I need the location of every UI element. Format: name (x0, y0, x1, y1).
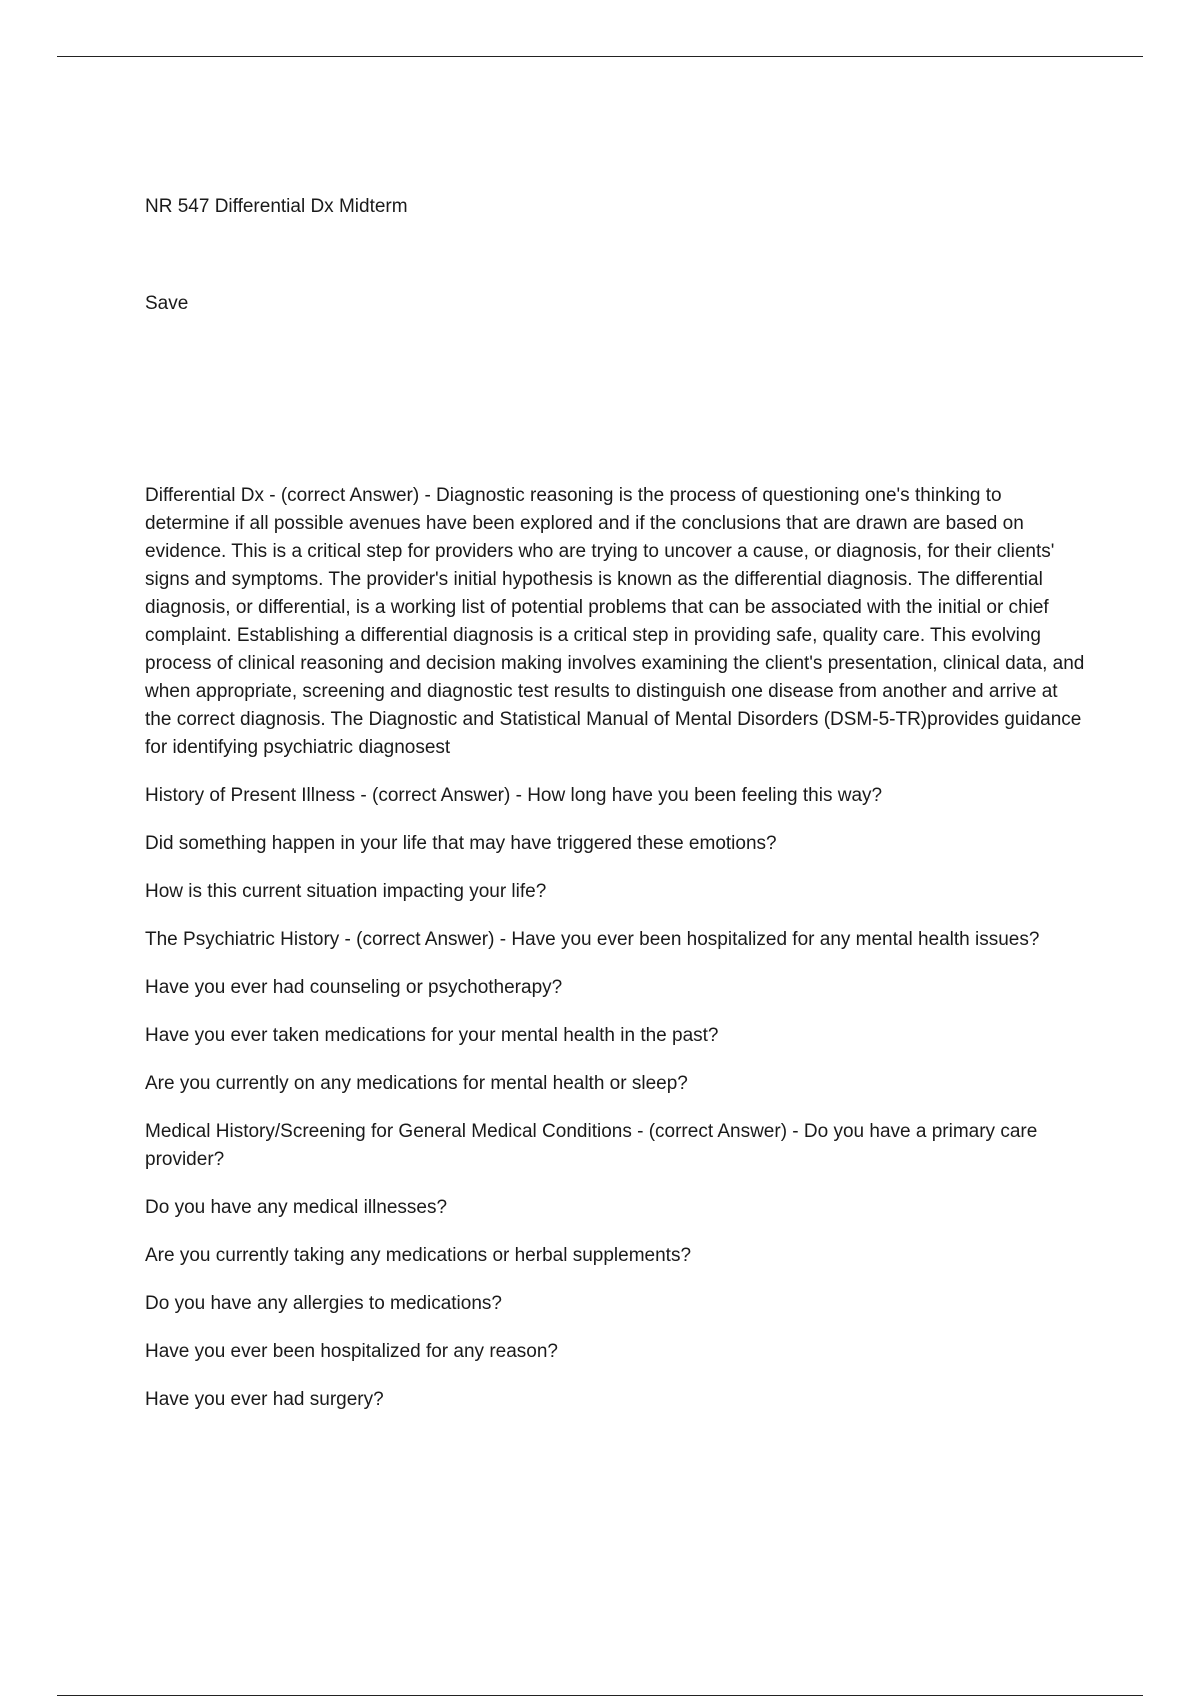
paragraph-item: Are you currently taking any medications or herbal supplements? (145, 1245, 692, 1266)
paragraph-item: Have you ever been hospitalized for any reason? (145, 1341, 558, 1362)
qa-list (145, 482, 1085, 1434)
paragraph-item: Have you ever had counseling or psychotherapy? (145, 977, 563, 998)
footer-divider (57, 1695, 1143, 1696)
save-text: Save (145, 293, 189, 314)
paragraph-hpi: History of Present Illness - (correct Answer) - How long have you been feeling this way? (145, 785, 883, 806)
header-divider (57, 56, 1143, 57)
paragraph-item: Did something happen in your life that may have triggered these emotions? (145, 833, 777, 854)
paragraph-item: Do you have any allergies to medications? (145, 1293, 502, 1314)
paragraph-differential-dx: Differential Dx - (correct Answer) - Diagnostic reasoning is the process of questioning one's thinking to determine if all possible avenues have been explored and if the conclusions that are drawn are based on evidence. This is a critical step for providers who are trying to uncover a cause, or diagnosis, for their clients' signs and symptoms. The provider's initial hypothesis is known as the differential diagnosis. The differential diagnosis, or differential, is a working list of potential problems that can be associated with the initial or chief complaint. Establishing a differential diagnosis is a critical step in providing safe, quality care. This evolving process of clinical reasoning and decision making involves examining the client's presentation, clinical data, and when appropriate, screening and diagnostic test results to distinguish one disease from another and arrive at the correct diagnosis. The Diagnostic and Statistical Manual of Mental Disorders (DSM-5-TR)provides guidance for identifying psychiatric diagnosest (145, 485, 1085, 758)
paragraph-item: How is this current situation impacting your life? (145, 881, 547, 902)
paragraph-item: Have you ever had surgery? (145, 1389, 384, 1410)
paragraph-psychiatric-history: The Psychiatric History - (correct Answer) - Have you ever been hospitalized for any mental health issues? (145, 929, 1040, 950)
paragraph-medical-history: Medical History/Screening for General Medical Conditions - (correct Answer) - Do you have a primary care provider? (145, 1121, 1038, 1170)
document-title: NR 547 Differential Dx Midterm (145, 196, 408, 217)
paragraph-item: Are you currently on any medications for mental health or sleep? (145, 1073, 688, 1094)
paragraph-item: Have you ever taken medications for your mental health in the past? (145, 1025, 719, 1046)
paragraph-item: Do you have any medical illnesses? (145, 1197, 448, 1218)
